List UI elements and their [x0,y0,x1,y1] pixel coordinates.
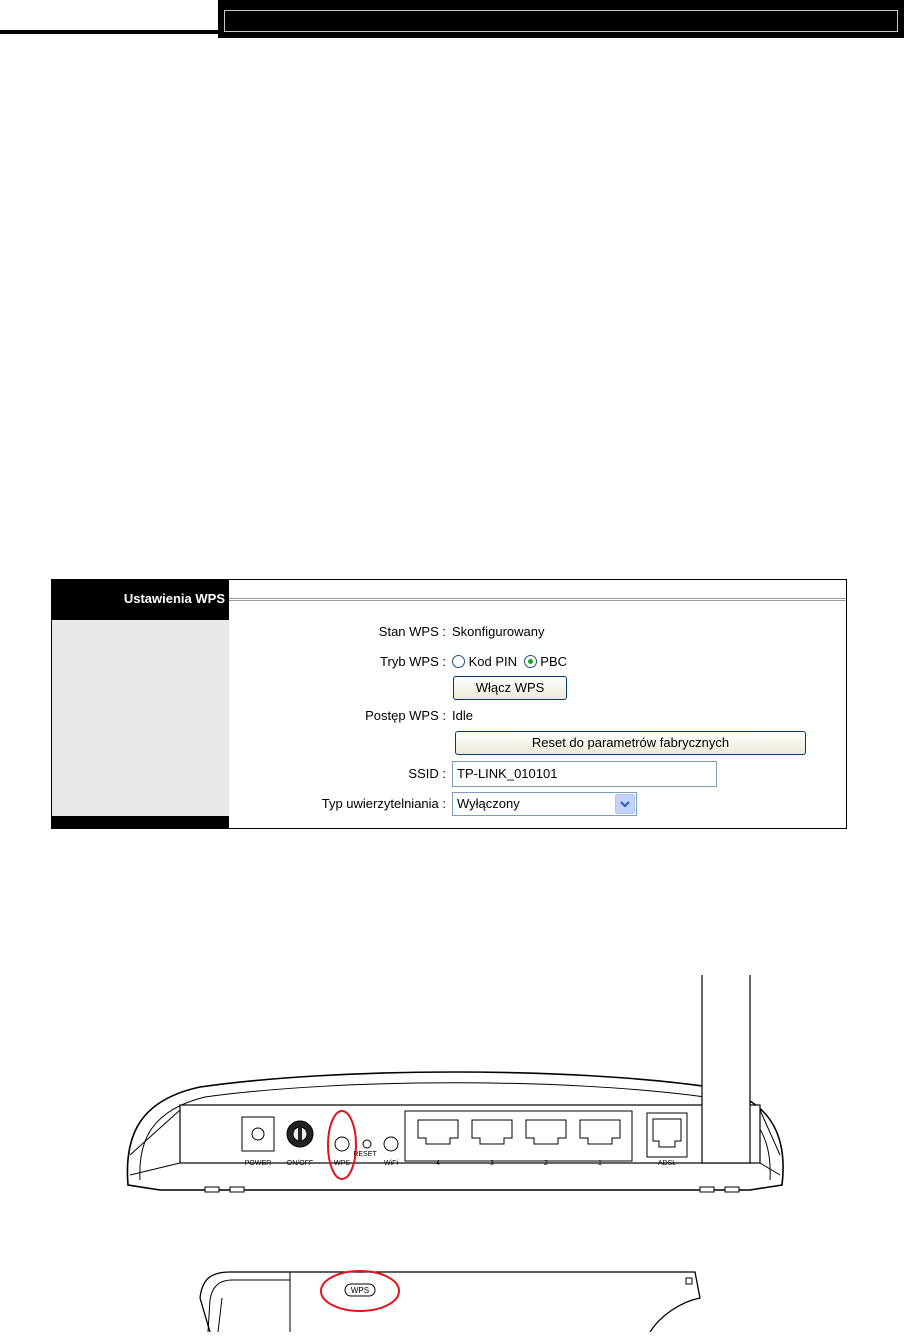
wps-settings-panel [51,579,847,829]
auth-type-select[interactable] [452,792,637,816]
port-label-2: 2 [544,1160,548,1167]
port-label-3: 3 [490,1160,494,1167]
router-side-illustration [190,1258,710,1332]
port-label-reset: RESET [353,1151,377,1158]
radio-pin[interactable] [452,655,465,668]
port-label-wps: WPS [334,1160,350,1167]
port-label-wifi: WiFi [384,1160,398,1167]
radio-pin-label: Kod PIN [468,654,518,669]
radio-pbc-label: PBC [540,654,568,669]
auth-type-label: Typ uwierzytelniania : [321,796,446,811]
ssid-label: SSID : [408,766,446,781]
port-label-4: 4 [436,1160,440,1167]
panel-title: Ustawienia WPS [123,591,225,606]
panel-sidebar-footer [52,816,229,829]
wps-progress-label: Postęp WPS : [365,708,446,723]
header-left-rule [0,0,218,34]
enable-wps-button[interactable]: Włącz WPS [453,676,567,700]
wps-status-label: Stan WPS : [378,624,446,639]
port-label-onoff: ON/OFF [286,1160,314,1167]
side-wps-label: WPS [350,1286,370,1295]
wps-mode-options [452,654,567,669]
ssid-input[interactable]: TP-LINK_010101 [452,761,717,787]
port-label-power: POWER [244,1160,272,1167]
auth-type-value: Wyłączony [457,796,520,811]
wps-progress-value: Idle [452,708,473,723]
port-label-1: 1 [598,1160,602,1167]
chevron-down-icon[interactable] [615,794,635,814]
panel-divider [229,598,846,601]
factory-reset-button[interactable]: Reset do parametrów fabrycznych [455,731,806,755]
router-back-illustration [120,975,790,1200]
radio-pbc[interactable] [524,655,537,668]
port-label-adsl: ADSL [657,1160,677,1167]
panel-sidebar [52,620,229,816]
wps-mode-label: Tryb WPS : [380,654,446,669]
header-bar [218,0,904,38]
wps-status-value: Skonfigurowany [452,624,545,639]
